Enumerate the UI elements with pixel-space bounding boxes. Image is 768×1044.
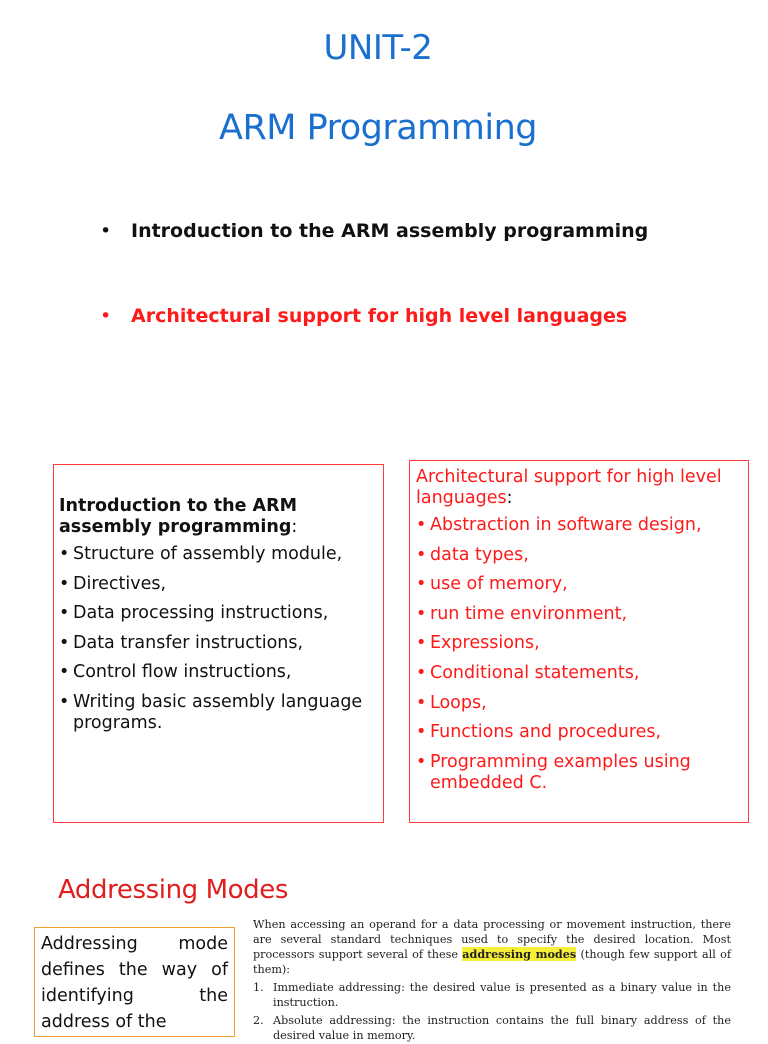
list-item [416, 693, 744, 714]
architecture-box-heading-text: Architectural support for high level languages [416, 467, 722, 508]
list-item [416, 633, 744, 654]
list-item [59, 574, 379, 595]
bullet-icon: • [416, 574, 427, 595]
topic-item-architecture [100, 305, 627, 327]
intro-content-box [53, 464, 384, 823]
list-item [416, 663, 744, 684]
page-title: ARM Programming [219, 108, 537, 148]
list-item-text: run time environment, [430, 603, 628, 624]
bullet-icon: • [59, 632, 70, 653]
intro-box-heading [59, 496, 379, 538]
list-item [59, 603, 379, 624]
list-item-text: Directives, [73, 573, 167, 594]
bullet-icon: • [59, 691, 70, 712]
architecture-content-box [409, 460, 749, 823]
excerpt-intro-before: When accessing an operand for a data processing or movement instruction, there are several standard techniques used to specify the desired location. Most processors support several of these [253, 918, 731, 962]
unit-title: UNIT-2 [323, 28, 433, 68]
list-item-text: Abstraction in software design, [430, 515, 702, 535]
list-item-text: Expressions, [430, 633, 540, 654]
list-item-text: Conditional statements, [430, 662, 640, 683]
list-item-text: Functions and procedures, [430, 722, 662, 743]
list-item-text: Structure of assembly module, [73, 544, 343, 564]
item-number: 1. [253, 981, 264, 995]
list-item [59, 662, 379, 683]
topic-label: Architectural support for high level languages [131, 305, 628, 327]
addressing-modes-title: Addressing Modes [58, 875, 288, 905]
list-item [416, 574, 744, 595]
bullet-icon: • [59, 544, 70, 564]
bullet-icon: • [59, 662, 70, 683]
bullet-icon: • [59, 573, 70, 594]
bullet-icon: • [100, 305, 112, 327]
addressing-definition-text: Addressing mode defines the way of identifying the address of the [41, 934, 228, 1032]
topic-label: Introduction to the ARM assembly programming [131, 220, 649, 242]
topic-item-intro [100, 220, 648, 242]
list-item [416, 545, 744, 566]
intro-box-heading-text: Introduction to the ARM assembly programming [59, 496, 297, 537]
bullet-icon: • [416, 633, 427, 654]
bullet-icon: • [416, 603, 427, 624]
list-item-text: Data processing instructions, [73, 603, 329, 624]
list-item-text: use of memory, [430, 574, 568, 595]
list-item [59, 544, 379, 565]
list-item [59, 692, 379, 734]
bullet-icon: • [416, 662, 427, 683]
excerpt-intro [253, 918, 731, 977]
heading-colon: : [506, 488, 513, 508]
addressing-definition-box [34, 927, 235, 1037]
intro-list [59, 544, 379, 734]
list-item [59, 633, 379, 654]
list-item [416, 722, 744, 743]
list-item [416, 752, 744, 794]
item-text: Absolute addressing: the instruction contains the full binary address of the desired value in memory. [273, 1014, 731, 1042]
list-item-text: Data transfer instructions, [73, 632, 304, 653]
highlighted-term: addressing modes [462, 947, 577, 962]
bullet-icon: • [416, 751, 427, 772]
excerpt-list-item [253, 981, 731, 1010]
excerpt-list-item [253, 1014, 731, 1043]
bullet-icon: • [100, 220, 112, 242]
list-item-text: Programming examples using embedded C. [430, 751, 691, 793]
item-text: Immediate addressing: the desired value is presented as a binary value in the instruction. [273, 981, 731, 1009]
bullet-icon: • [416, 722, 427, 743]
architecture-box-heading [416, 467, 744, 509]
excerpt-intro-after: (though few support all of them): [253, 948, 731, 976]
bullet-icon: • [416, 692, 427, 713]
list-item [416, 515, 744, 536]
bullet-icon: • [416, 515, 427, 535]
heading-colon: : [291, 517, 298, 537]
list-item-text: data types, [430, 544, 529, 565]
list-item [416, 604, 744, 625]
architecture-list [416, 515, 744, 794]
list-item-text: Loops, [430, 692, 487, 713]
list-item-text: Writing basic assembly language programs. [73, 691, 363, 733]
list-item-text: Control flow instructions, [73, 662, 292, 683]
bullet-icon: • [59, 603, 70, 624]
scanned-textbook-excerpt [253, 918, 731, 1042]
item-number: 2. [253, 1014, 264, 1028]
bullet-icon: • [416, 544, 427, 565]
